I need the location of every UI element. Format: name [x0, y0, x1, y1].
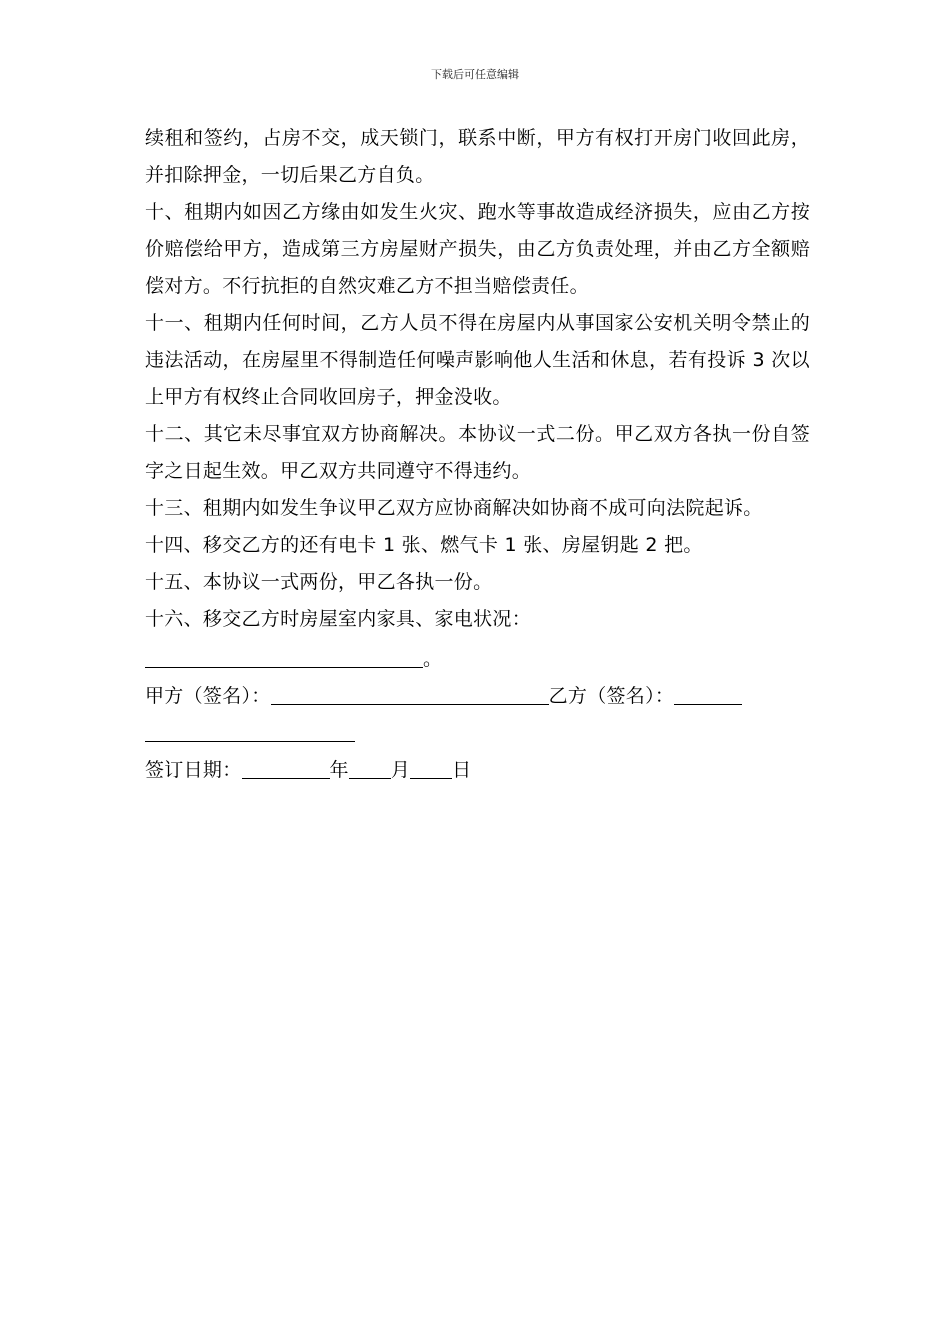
month-blank[interactable] — [349, 752, 391, 779]
party-b-signature-line-continued[interactable] — [145, 715, 355, 742]
party-a-label: 甲方（签名）： — [145, 685, 271, 707]
party-b-label: 乙方（签名）： — [548, 685, 675, 707]
year-label: 年 — [329, 759, 349, 781]
party-a-signature-line[interactable] — [271, 678, 549, 705]
furniture-blank-line[interactable] — [145, 641, 423, 668]
clause-15: 十五、本协议一式两份，甲乙各执一份。 — [145, 571, 493, 593]
clause-13: 十三、租期内如发生争议甲乙双方应协商解决如协商不成可向法院起诉。 — [145, 497, 763, 519]
clause-11: 十一、租期内任何时间，乙方人员不得在房屋内从事国家公安机关明令禁止的违法活动，在房屋里不得制造任何噪声影响他人生活和休息，若有投诉 3 次以上甲方有权终止合同收回房子，押金没收。 — [145, 312, 810, 408]
day-blank[interactable] — [410, 752, 452, 779]
signature-row-continued — [145, 712, 810, 749]
clause-12: 十二、其它未尽事宜双方协商解决。本协议一式二份。甲乙双方各执一份自签字之日起生效。甲乙双方共同遵守不得违约。 — [145, 423, 810, 482]
furniture-end-mark: 。 — [423, 648, 443, 670]
contract-body — [145, 120, 810, 786]
clause-16: 十六、移交乙方时房屋室内家具、家电状况： — [145, 608, 532, 630]
date-row — [145, 749, 810, 786]
party-b-signature-line[interactable] — [674, 678, 742, 705]
date-label: 签订日期： — [145, 759, 242, 781]
page-header: 下载后可任意编辑 — [431, 68, 519, 81]
clause-10: 十、租期内如因乙方缘由如发生火灾、跑水等事故造成经济损失，应由乙方按价赔偿给甲方，造成第三方房屋财产损失，由乙方负责处理，并由乙方全额赔偿对方。不行抗拒的自然灾难乙方不担当赔偿责任。 — [145, 201, 810, 297]
day-label: 日 — [452, 759, 472, 781]
month-label: 月 — [390, 759, 411, 781]
clause-continuation: 续租和签约，占房不交，成天锁门，联系中断，甲方有权打开房门收回此房，并扣除押金，一切后果乙方自负。 — [145, 127, 810, 186]
furniture-blank-row — [145, 638, 810, 675]
year-blank[interactable] — [242, 752, 330, 779]
signature-row — [145, 675, 810, 712]
clause-14: 十四、移交乙方的还有电卡 1 张、燃气卡 1 张、房屋钥匙 2 把。 — [145, 534, 703, 556]
